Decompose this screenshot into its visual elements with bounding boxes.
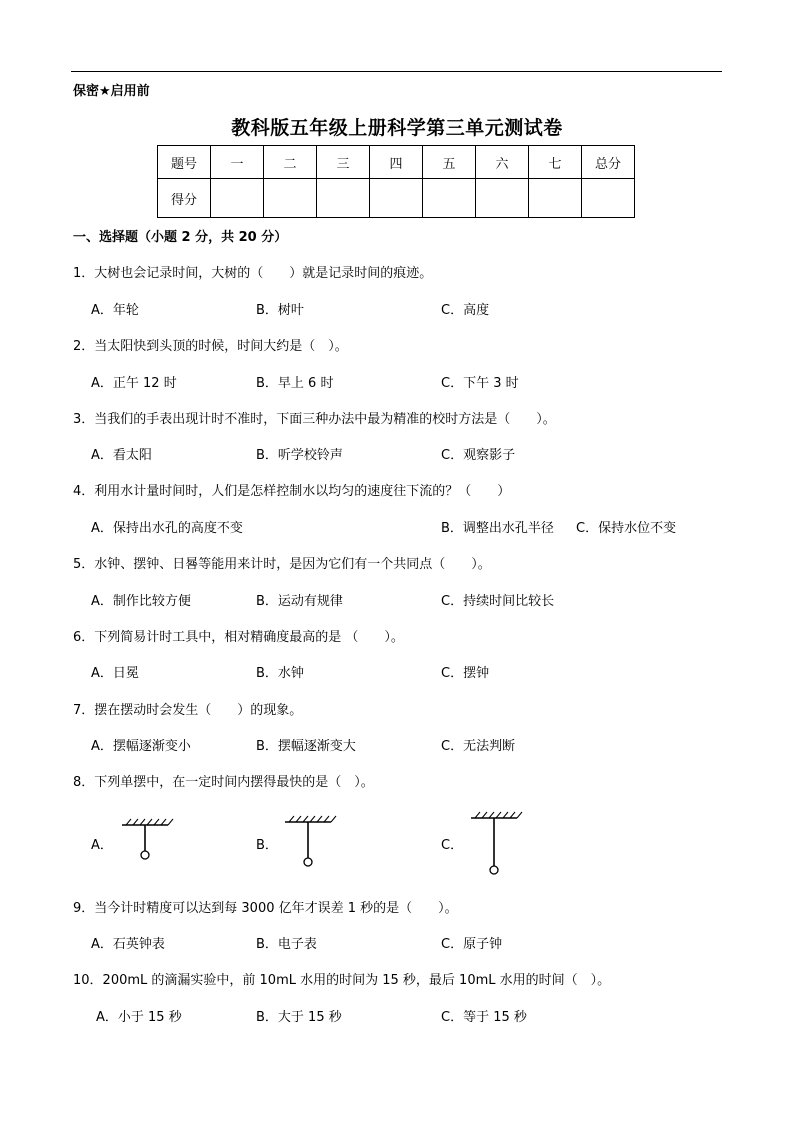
question-2-option-a[interactable]: A．正午 12 时: [91, 376, 177, 391]
pendulum-b-hatch: [317, 816, 322, 822]
question-4-stem: 4．利用水计量时间时，人们是怎样控制水以均匀的速度往下流的？（ ）: [73, 484, 511, 499]
score-cell-4: 四: [370, 146, 423, 179]
score-input-6[interactable]: [476, 179, 529, 218]
question-6-option-c[interactable]: C．摆钟: [441, 666, 490, 681]
question-10-option-c[interactable]: C．等于 15 秒: [441, 1010, 527, 1025]
pendulum-c-hatch: [489, 812, 494, 818]
question-7-option-b[interactable]: B．摆幅逐渐变大: [256, 739, 356, 754]
pendulum-b-hatch: [310, 816, 315, 822]
pendulum-c-hatch: [510, 812, 515, 818]
pendulum-b-hatch: [324, 816, 329, 822]
question-4-option-a[interactable]: A．保持出水孔的高度不变: [91, 521, 243, 536]
score-input-total[interactable]: [582, 179, 635, 218]
score-table-header-row: [158, 146, 635, 179]
pendulum-a-hatch: [168, 819, 173, 825]
question-7-option-c[interactable]: C．无法判断: [441, 739, 516, 754]
question-6-option-b[interactable]: B．水钟: [256, 666, 304, 681]
question-1-option-b[interactable]: B．树叶: [256, 303, 304, 318]
question-8-option-a[interactable]: A．: [91, 838, 113, 853]
question-5-option-a[interactable]: A．制作比较方便: [91, 594, 191, 609]
pendulum-b-bob: [304, 858, 312, 866]
question-3-option-a[interactable]: A．看太阳: [91, 448, 152, 463]
pendulum-a-hatch: [147, 819, 152, 825]
question-1-stem: 1．大树也会记录时间，大树的（ ）就是记录时间的痕迹。: [73, 266, 433, 281]
score-table: [157, 145, 635, 218]
pendulum-a-hatch: [161, 819, 166, 825]
question-1-option-a[interactable]: A．年轮: [91, 303, 139, 318]
question-9-option-b[interactable]: B．电子表: [256, 937, 317, 952]
pendulum-a-bob: [141, 851, 149, 859]
pendulum-a-hatch: [140, 819, 145, 825]
question-5-option-b[interactable]: B．运动有规律: [256, 594, 343, 609]
pendulum-b-hatch: [289, 816, 294, 822]
pendulum-a-hatch: [126, 819, 131, 825]
question-3-option-c[interactable]: C．观察影子: [441, 448, 516, 463]
score-cell-6: 六: [476, 146, 529, 179]
confidential-label: 保密★启用前: [73, 84, 150, 99]
score-row-label: 得分: [158, 179, 211, 218]
question-4-option-b[interactable]: B．调整出水孔半径: [441, 521, 554, 536]
score-input-7[interactable]: [529, 179, 582, 218]
score-cell-7: 七: [529, 146, 582, 179]
pendulum-a-figure: [115, 815, 175, 875]
question-8-option-c[interactable]: C．: [441, 838, 464, 853]
score-cell-label: 题号: [158, 146, 211, 179]
question-3-stem: 3．当我们的手表出现计时不准时，下面三种办法中最为精准的校时方法是（ ）。: [73, 412, 556, 427]
question-8-option-b[interactable]: B．: [256, 838, 278, 853]
question-5-option-c[interactable]: C．持续时间比较长: [441, 594, 555, 609]
score-cell-total: 总分: [582, 146, 635, 179]
page-title: 教科版五年级上册科学第三单元测试卷: [231, 117, 563, 139]
score-input-5[interactable]: [423, 179, 476, 218]
pendulum-c-hatch: [503, 812, 508, 818]
question-9-option-a[interactable]: A．石英钟表: [91, 937, 165, 952]
question-8-stem: 8．下列单摆中，在一定时间内摆得最快的是（ ）。: [73, 775, 374, 790]
section-title: 一、选择题（小题 2 分，共 20 分）: [73, 230, 288, 245]
pendulum-a-hatch: [133, 819, 138, 825]
score-cell-2: 二: [264, 146, 317, 179]
score-table-score-row: [158, 179, 635, 218]
question-3-option-b[interactable]: B．听学校铃声: [256, 448, 343, 463]
pendulum-c-hatch: [482, 812, 487, 818]
question-10-option-b[interactable]: B．大于 15 秒: [256, 1010, 342, 1025]
question-7-stem: 7．摆在摆动时会发生（ ）的现象。: [73, 703, 303, 718]
score-cell-3: 三: [317, 146, 370, 179]
question-2-option-c[interactable]: C．下午 3 时: [441, 376, 519, 391]
pendulum-b-hatch: [303, 816, 308, 822]
score-cell-1: 一: [211, 146, 264, 179]
question-7-option-a[interactable]: A．摆幅逐渐变小: [91, 739, 191, 754]
question-4-option-c[interactable]: C．保持水位不变: [576, 521, 677, 536]
score-input-2[interactable]: [264, 179, 317, 218]
question-1-option-c[interactable]: C．高度: [441, 303, 490, 318]
score-input-4[interactable]: [370, 179, 423, 218]
pendulum-c-hatch: [475, 812, 480, 818]
pendulum-b-figure: [278, 812, 338, 874]
pendulum-b-hatch: [296, 816, 301, 822]
score-input-3[interactable]: [317, 179, 370, 218]
pendulum-c-hatch: [517, 812, 522, 818]
header-rule: [71, 71, 722, 72]
pendulum-c-hatch: [496, 812, 501, 818]
question-5-stem: 5．水钟、摆钟、日晷等能用来计时，是因为它们有一个共同点（ ）。: [73, 557, 491, 572]
pendulum-c-figure: [464, 808, 524, 880]
question-2-option-b[interactable]: B．早上 6 时: [256, 376, 334, 391]
question-6-option-a[interactable]: A．日冕: [91, 666, 139, 681]
score-input-1[interactable]: [211, 179, 264, 218]
pendulum-c-bob: [490, 866, 498, 874]
question-10-stem: 10．200mL 的滴漏实验中，前 10mL 水用的时间为 15 秒，最后 10mL 水用的时间（ ）。: [73, 973, 611, 988]
pendulum-a-hatch: [154, 819, 159, 825]
pendulum-b-hatch: [331, 816, 336, 822]
question-9-stem: 9．当今计时精度可以达到每 3000 亿年才误差 1 秒的是（ ）。: [73, 901, 458, 916]
score-cell-5: 五: [423, 146, 476, 179]
question-2-stem: 2．当太阳快到头顶的时候，时间大约是（ ）。: [73, 339, 348, 354]
question-6-stem: 6．下列简易计时工具中，相对精确度最高的是 （ ）。: [73, 630, 404, 645]
question-9-option-c[interactable]: C．原子钟: [441, 937, 503, 952]
question-10-option-a[interactable]: A．小于 15 秒: [96, 1010, 182, 1025]
